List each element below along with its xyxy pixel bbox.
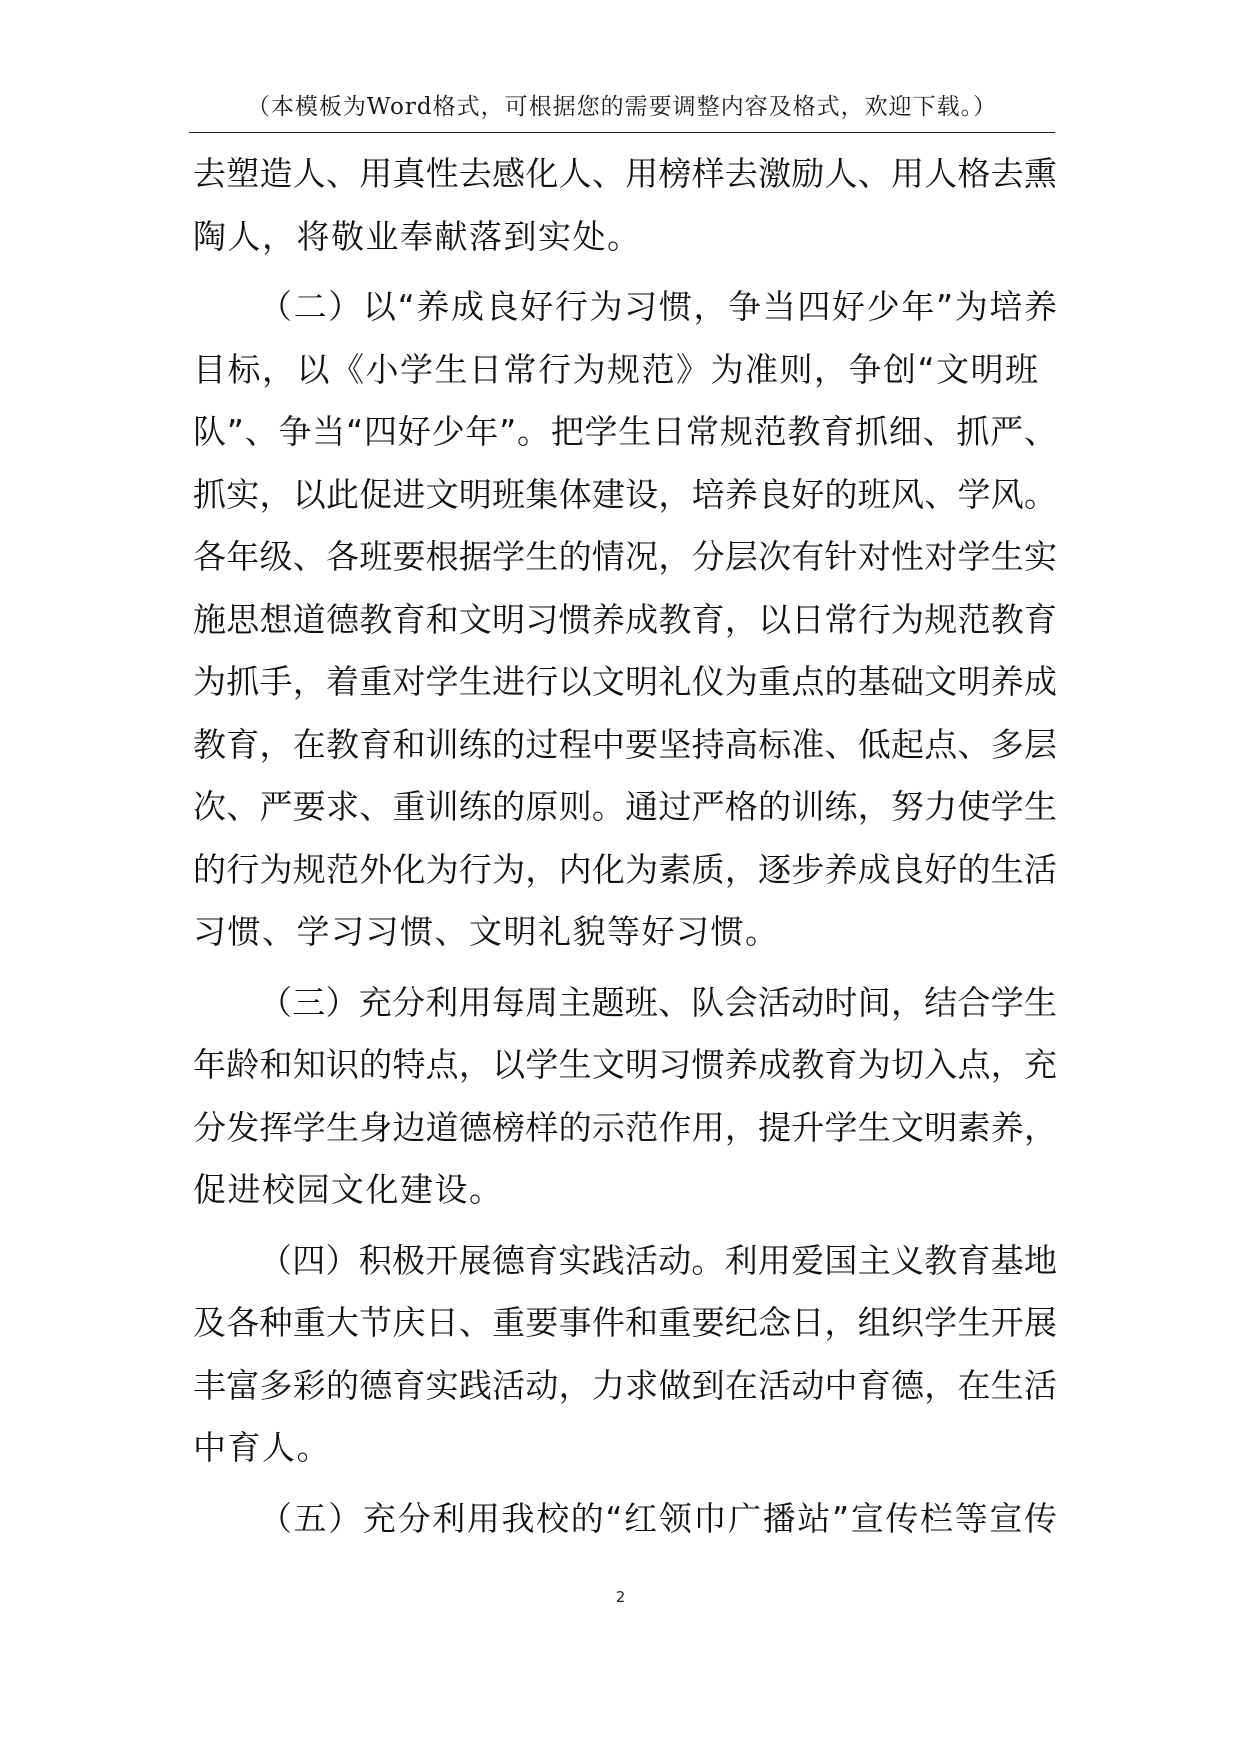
document-body <box>193 143 1057 1550</box>
text-line: 各年级、各班要根据学生的情况，分层次有针对性对学生实 <box>193 537 1057 576</box>
text-line: （五）充分利用我校的“红领巾广播站”宣传栏等宣传 <box>259 1498 1057 1538</box>
text-line: 施思想道德教育和文明习惯养成教育，以日常行为规范教育 <box>193 599 1057 639</box>
paragraph-continued <box>193 143 1057 268</box>
text-line: 年龄和知识的特点，以学生文明习惯养成教育为切入点，充 <box>193 1045 1057 1084</box>
text-line: 为抓手，着重对学生进行以文明礼仪为重点的基础文明养成 <box>193 662 1057 701</box>
paragraph-section-3 <box>193 972 1057 1222</box>
paragraph-section-5 <box>193 1488 1057 1551</box>
template-header-note: （本模板为Word格式，可根据您的需要调整内容及格式，欢迎下载。） <box>246 94 998 120</box>
text-line: 陶人，将敬业奉献落到实处。 <box>193 216 642 256</box>
text-line: 及各种重大节庆日、重要事件和重要纪念日，组织学生开展 <box>193 1303 1057 1342</box>
text-line: 中育人。 <box>193 1428 331 1467</box>
text-line: 队”、争当“四好少年”。把学生日常规范教育抓细、抓严、 <box>193 412 1057 451</box>
text-line: 的行为规范外化为行为，内化为素质，逐步养成良好的生活 <box>193 849 1057 889</box>
paragraph-section-2 <box>193 276 1057 964</box>
page-number: 2 <box>615 1588 626 1606</box>
text-line: 促进校园文化建设。 <box>193 1170 504 1209</box>
text-line: 习惯、学习习惯、文明礼貌等好习惯。 <box>193 912 780 951</box>
text-line: 抓实，以此促进文明班集体建设，培养良好的班风、学风。 <box>193 474 1057 514</box>
text-line: （二）以“养成良好行为习惯，争当四好少年”为培养 <box>259 287 1057 326</box>
text-line: （四）积极开展德育实践活动。利用爱国主义教育基地 <box>259 1240 1057 1280</box>
text-line: 丰富多彩的德育实践活动，力求做到在活动中育德，在生活 <box>193 1365 1057 1405</box>
text-line: （三）充分利用每周主题班、队会活动时间，结合学生 <box>259 982 1057 1022</box>
text-line: 目标，以《小学生日常行为规范》为准则，争创“文明班 <box>193 349 1040 389</box>
text-line: 分发挥学生身边道德榜样的示范作用，提升学生文明素养， <box>193 1107 1057 1147</box>
text-line: 次、严要求、重训练的原则。通过严格的训练，努力使学生 <box>193 787 1057 826</box>
header-divider <box>189 132 1055 133</box>
paragraph-section-4 <box>193 1230 1057 1480</box>
text-line: 教育，在教育和训练的过程中要坚持高标准、低起点、多层 <box>193 724 1057 764</box>
text-line: 去塑造人、用真性去感化人、用榜样去激励人、用人格去熏 <box>193 154 1057 193</box>
